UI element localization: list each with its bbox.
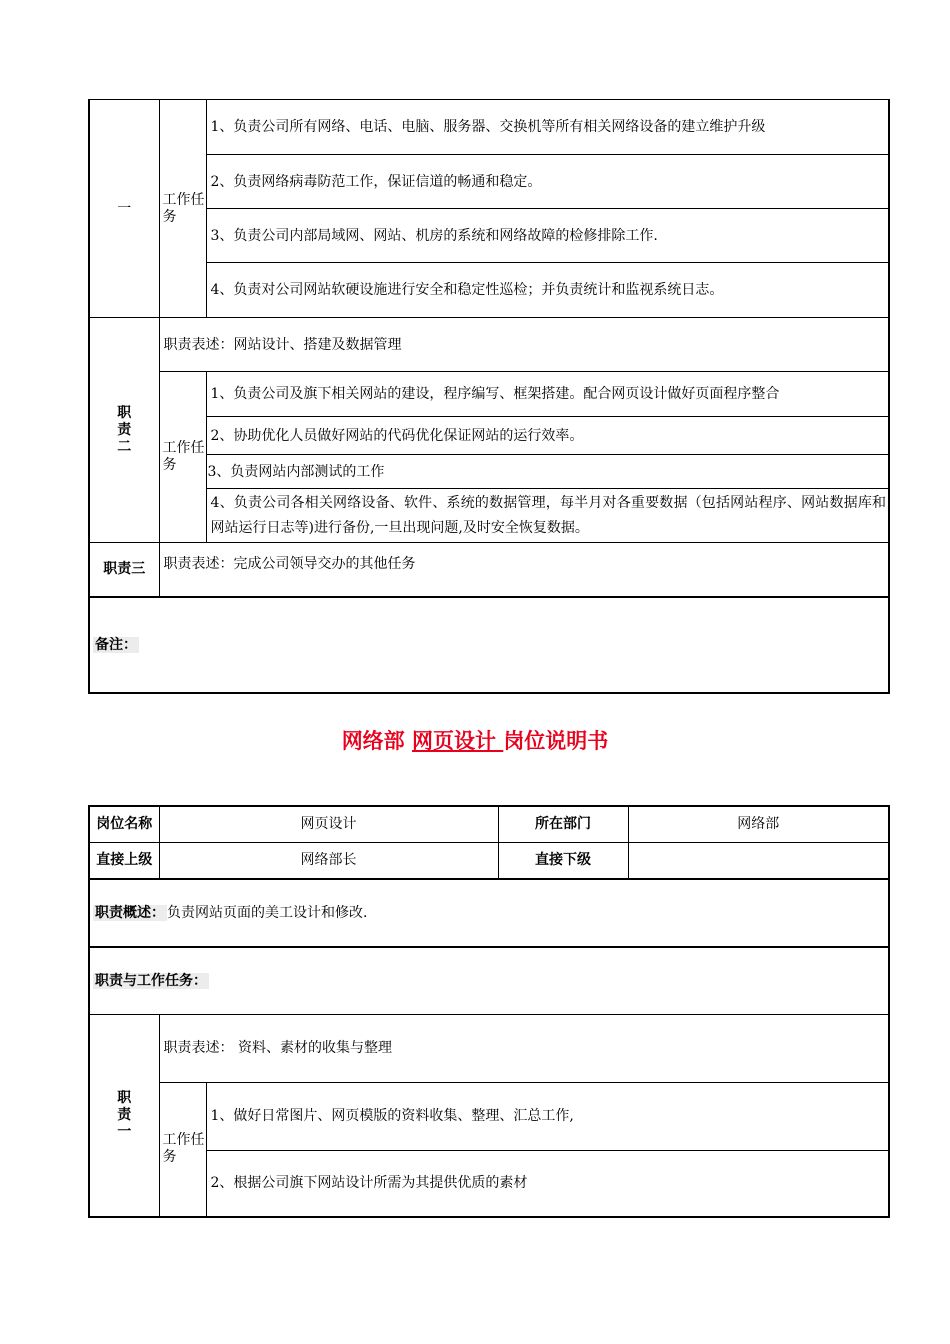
duty-two-description: 职责表述：网站设计、搭建及数据管理: [159, 318, 889, 372]
title-department: 网络部: [341, 729, 405, 753]
position-name-label: 岗位名称: [89, 806, 159, 842]
duty-one-description: 职责表述： 资料、素材的收集与整理: [159, 1014, 889, 1082]
task-label: 工作任务: [159, 1082, 206, 1217]
position-name-value: 网页设计: [159, 806, 498, 842]
task-item: 2、根据公司旗下网站设计所需为其提供优质的素材: [206, 1150, 889, 1217]
duties-heading: 职责与工作任务：: [95, 972, 207, 989]
subordinate-label: 直接下级: [498, 842, 628, 879]
task-item: 1、负责公司所有网络、电话、电脑、服务器、交换机等所有相关网络设备的建立维护升级: [206, 100, 889, 155]
task-item: 1、做好日常图片、网页模版的资料收集、整理、汇总工作,: [206, 1082, 889, 1150]
task-label: 工作任务: [159, 100, 206, 318]
task-item: 1、负责公司及旗下相关网站的建设，程序编写、框架搭建。配合网页设计做好页面程序整合: [206, 372, 889, 417]
superior-label: 直接上级: [89, 842, 159, 879]
duty-three-description: 职责表述：完成公司领导交办的其他任务: [159, 543, 889, 597]
task-item: 3、负责网站内部测试的工作: [206, 455, 889, 489]
responsibility-table-continued: [88, 99, 890, 694]
task-item: 4、负责公司各相关网络设备、软件、系统的数据管理，每半月对各重要数据（包括网站程序、网站数据库和网站运行日志等)进行备份,一旦出现问题,及时安全恢复数据。: [206, 489, 889, 543]
duty-three-label: 职责三: [89, 543, 159, 597]
duties-heading-row: [89, 947, 889, 1014]
duty-two-label-text: 职责二: [117, 404, 132, 455]
department-value: 网络部: [628, 806, 889, 842]
task-item: 2、协助优化人员做好网站的代码优化保证网站的运行效率。: [206, 417, 889, 455]
summary-text: 负责网站页面的美工设计和修改.: [167, 905, 368, 921]
remarks-row: [89, 597, 889, 693]
task-item: 2、负责网络病毒防范工作，保证信道的畅通和稳定。: [206, 155, 889, 209]
remarks-label: 备注：: [95, 636, 137, 653]
task-item: 4、负责对公司网站软硬设施进行安全和稳定性巡检；并负责统计和监视系统日志。: [206, 263, 889, 318]
document-title: [0, 726, 950, 756]
title-suffix: 岗位说明书: [503, 729, 609, 753]
duty-one-label-text: 职责一: [117, 1089, 132, 1140]
task-label: 工作任务: [159, 372, 206, 543]
department-label: 所在部门: [498, 806, 628, 842]
position-description-table: [88, 805, 890, 1218]
duty-one-label: [89, 1014, 159, 1217]
superior-value: 网络部长: [159, 842, 498, 879]
duty-two-label: [89, 318, 159, 543]
subordinate-value: [628, 842, 889, 879]
summary-label: 职责概述：: [95, 905, 165, 921]
duty-one-label: 一: [89, 100, 159, 318]
task-item: 3、负责公司内部局域网、网站、机房的系统和网络故障的检修排除工作.: [206, 209, 889, 263]
title-position: 网页设计: [412, 729, 496, 753]
summary-row: [89, 879, 889, 947]
